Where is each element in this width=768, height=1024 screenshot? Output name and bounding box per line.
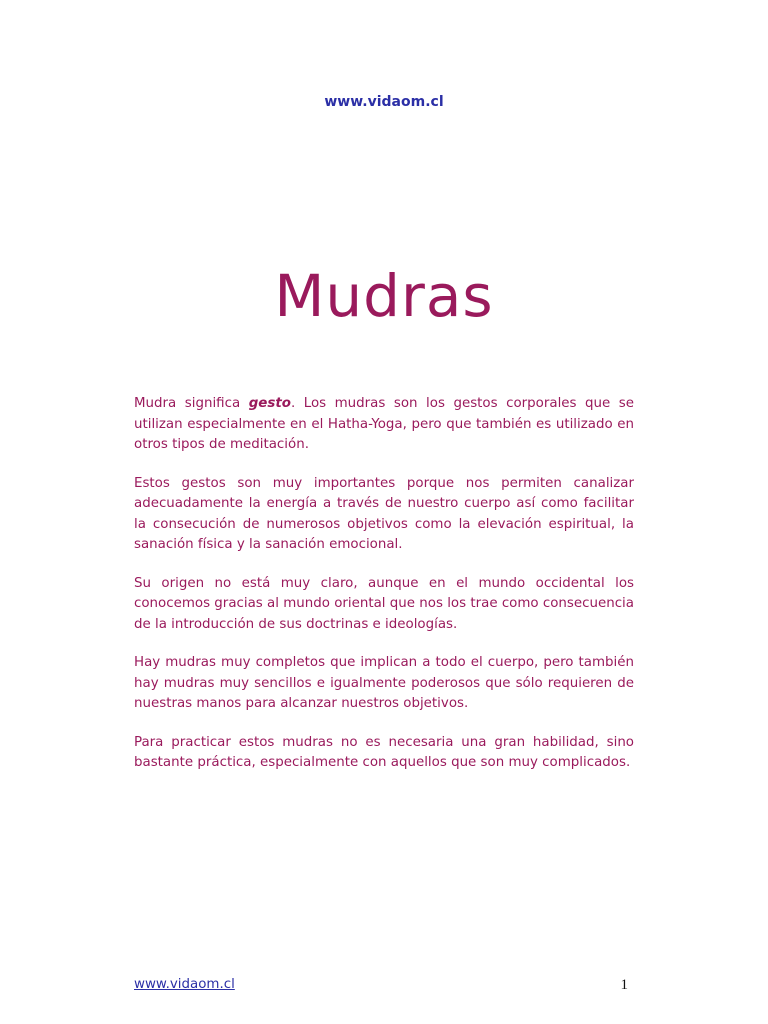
paragraph-1-emphasis: gesto: [248, 396, 291, 411]
paragraph-1: [134, 394, 634, 456]
document-body: [134, 394, 634, 792]
page-number: 1: [620, 977, 628, 993]
page-title: Mudras: [274, 262, 494, 330]
footer-url-link[interactable]: www.vidaom.cl: [134, 977, 235, 992]
paragraph-4: Hay mudras muy completos que implican a todo el cuerpo, pero también hay mudras muy sencillos e igualmente poderosos que sólo requieren de nuestras manos para alcanzar nuestros objetivos.: [134, 655, 634, 711]
paragraph-2: Estos gestos son muy importantes porque nos permiten canalizar adecuadamente la energía a través de nuestro cuerpo así como facilitar la consecución de numerosos objetivos como la elevación espiritual, la sanación física y la sanación emocional.: [134, 475, 634, 552]
paragraph-3: Su origen no está muy claro, aunque en el mundo occidental los conocemos gracias al mundo oriental que nos los trae como consecuencia de la introducción de sus doctrinas e ideologías.: [134, 575, 634, 632]
paragraph-1-before: Mudra significa: [134, 396, 249, 411]
header-url-link[interactable]: www.vidaom.cl: [324, 94, 444, 110]
paragraph-1-after: . Los mudras son los gestos corporales que se utilizan especialmente en el Hatha-Yoga, pero que también es utilizado en otros tipos de meditación.: [134, 396, 634, 452]
paragraph-5: Para practicar estos mudras no es necesaria una gran habilidad, sino bastante práctica, especialmente con aquellos que son muy complicados.: [134, 734, 634, 770]
